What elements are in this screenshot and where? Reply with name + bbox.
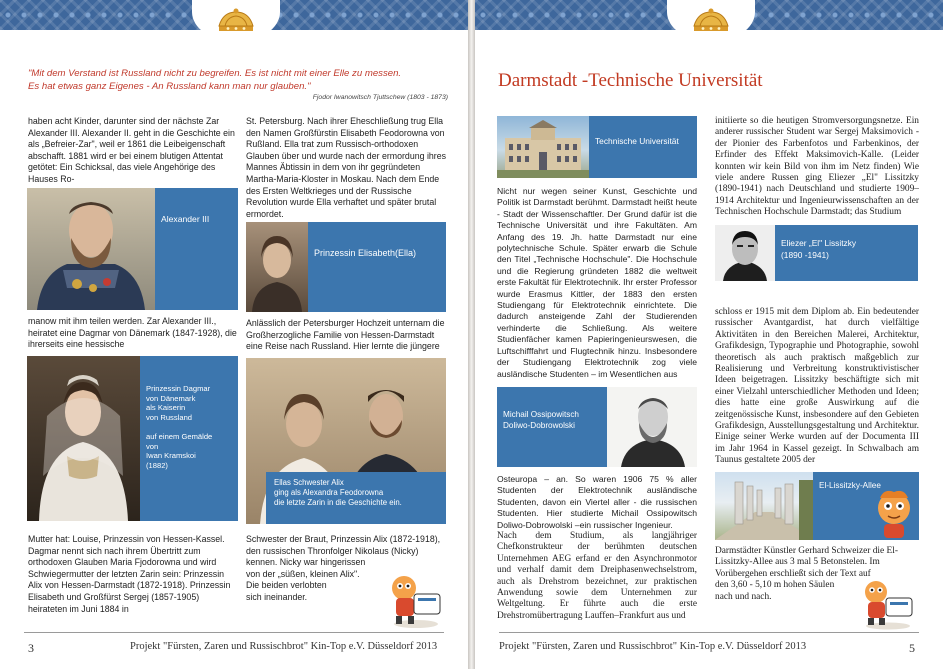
ossipowitsch-caption (497, 387, 607, 467)
left-col1-top-text (28, 116, 238, 186)
quote-line-2: Es hat etwas ganz Eigenes - An Russland kann man nur glauben." (28, 81, 311, 92)
tu-building-photo (497, 116, 589, 178)
alix-figure (246, 358, 446, 524)
alix-caption (266, 472, 446, 524)
right-col2-bottom-paragraph-1: Darmstädter Künstler Gerhard Schweizer die El-Lissitzky-Allee aus 3 mal 5 Betonstelen. Im Vorübergehen erschließt sich der Text auf (715, 546, 899, 579)
elisabeth-figure (246, 222, 446, 312)
right-col1-bottom-text (497, 474, 697, 531)
page-title: Darmstadt -Technische Universität (498, 70, 763, 91)
tu-figure (497, 116, 697, 178)
book-spine (468, 0, 475, 669)
lissitzky-portrait (715, 225, 775, 281)
lissitzky-caption (775, 225, 862, 281)
right-col2-bottom-paragraph-2: den 3,60 - 5,10 m hohen Säulen (715, 580, 835, 591)
lissitzky-figure (715, 225, 918, 281)
cartoon-mascot-icon (858, 576, 920, 630)
dagmar-caption-line: Prinzessin Dagmar (146, 384, 211, 393)
left-col1-bottom-paragraph: Mutter hat: Louise, Prinzessin von Hessen-Kassel. Dagmar nennt sich nach ihrem Übertritt zum orthodoxen Glauben Maria Fjodorowna und wird Schwiegermutter der letzten Zarin sein: Prinzessin Alix von Hessen-Darmstadt (1872-1918). Prinzessin Elisabeth und Großfürst Sergej (1857-1905) heirateten im Juni 1884 in (28, 534, 231, 614)
alix-caption-line: die letzte Zarin in die Geschichte ein. (274, 498, 402, 507)
ossipowitsch-caption-line: Doliwo-Dobrowolski (503, 421, 575, 430)
alexander-caption: Alexander III (161, 214, 210, 224)
footer-text: Projekt "Fürsten, Zaren und Russischbrot" Kin-Top e.V. Düsseldorf 2013 (130, 641, 438, 652)
crown-emblem (192, 0, 280, 42)
dagmar-caption-line: auf einem Gemälde (146, 431, 213, 441)
allee-caption: El-Lissitzky-Allee (819, 481, 881, 490)
dagmar-caption-line: als Kaiserin (146, 403, 186, 413)
alix-caption-line: ging als Alexandra Feodorowna (274, 488, 384, 497)
right-col1-bottom-serif-paragraph: Nach dem Studium, als langjähriger Chefkonstrukteur der berühmten deutschen Unternehmen AEG erfand er den Asynchronmotor und verhalf damit dem Dreiphasenwechselstrom, auch als Drehstrom bezeichnet, zur praktischen Anwendung sowie dem Unternehmen zur Weltgeltung. Er führte auch die erste Drehstromübertragung Lauffen–Frankfurt aus und (497, 531, 697, 621)
dagmar-caption-line: (1882) (146, 460, 168, 470)
crown-emblem (667, 0, 755, 42)
right-footer (499, 632, 919, 656)
right-col1-top-paragraph: Nicht nur wegen seiner Kunst, Geschichte und Politik ist Darmstadt berühmt. Darmstadt heißt heute - Stadt der Wissenschaftler. Der Grund dafür ist die Technische Universität und ihre Fakultäten. Am Anfang des 19. Jh. hatte Darmstadt nur eine polytechnische Schule. Später erwarb die Schule den Titel „Technische Hochschule". Die Hochschule und die Regierung gründeten 1882 die weltweit erste Fakultät für Elektrotechnik. Ihr erster Professor wurde Erasmus Kittler, der 1883 den ersten Studiengang für Elektrotechnik einrichtete. Die dadurch ansteigende Zahl der Studierenden verhinderte die Schließung. Als weitere Studienfächer kamen Papieringenieurswesen, die Luftschifffahrt und Flugtechnik hinzu. Insbesondere der Studiengang Elektrotechnik zog viele ausländische Studenten – im Wesentlichen aus (497, 186, 697, 379)
dagmar-figure (27, 356, 238, 521)
right-col2-bottom-paragraph-3: nach und nach. (715, 591, 772, 602)
alix-caption-line: Ellas Schwester Alix (274, 478, 344, 487)
left-col2-bottom-paragraph-1: Schwester der Braut, Prinzessin Alix (1872-1918), den russischen Thronfolger Nikolaus (Nicky) kennen. Nicky war hingerissen (246, 534, 441, 568)
crown-icon (213, 8, 259, 34)
allee-photo (715, 472, 813, 540)
left-col2-mid-text (246, 318, 446, 353)
alexander-figure (27, 188, 238, 310)
quote-line-1: "Mit dem Verstand ist Russland nicht zu begreifen. Es ist nicht mit einer Elle zu messen. (28, 68, 402, 79)
left-col2-bottom-paragraph-3: Die beiden verlobten (246, 580, 327, 591)
dagmar-caption (140, 356, 218, 521)
right-col1-bottom-paragraph: Osteuropa – an. So waren 1906 75 % aller Studenten der Elektrotechnik ausländische Studenten, davon ein Viertel aller - die russischen Studenten. Hier studierte Michail Ossipowitsch Doliwo-Dobrowolski –ein russischer Ingenieur. (497, 474, 697, 530)
dagmar-portrait (27, 356, 140, 521)
elisabeth-portrait (246, 222, 308, 312)
right-col2-mid-text (715, 307, 919, 467)
right-col1-bottom-serif-text (497, 531, 697, 622)
right-col1-top-text (497, 186, 697, 380)
ossipowitsch-figure (497, 387, 697, 467)
tu-caption: Technische Universität (595, 136, 679, 146)
alexander-portrait (27, 188, 155, 310)
left-col1-mid-text (28, 316, 238, 351)
elisabeth-caption: Prinzessin Elisabeth(Ella) (314, 248, 417, 258)
left-col2-bottom-paragraph-4: sich ineinander. (246, 591, 308, 602)
left-col2-mid-paragraph: Anlässlich der Petersburger Hochzeit unternam die Großherzogliche Familie von Hessen-Darmstadt eine Reise nach Russland. Hier lernte die jüngere (246, 318, 445, 352)
cartoon-mascot-icon (384, 572, 448, 630)
dagmar-caption-spacer (146, 422, 212, 432)
ossipowitsch-portrait (607, 387, 697, 467)
dagmar-caption-line: Iwan Kramskoi (146, 451, 196, 461)
footer-text: Projekt "Fürsten, Zaren und Russischbrot" Kin-Top e.V. Düsseldorf 2013 (499, 641, 807, 652)
lissitzky-caption-line: Eliezer „El" Lissitzky (781, 238, 857, 248)
cartoon-mascot-icon (870, 488, 918, 540)
left-col1-bottom-text (28, 534, 238, 615)
left-footer (24, 632, 444, 656)
page-number: 5 (909, 641, 915, 655)
crown-icon (688, 8, 734, 34)
right-col2-top-paragraph: initiierte so die heutigen Stromversorgungsnetze. Ein anderer russischer Student war Sergej Maksimovich - der Pionier des Farbenfotos und Farbenkinos, der Erfinder des Effekt Maksimovich-Kalle. (Leider konnten wir kein Bild von ihm im Netz finden) Wie viele andere Russen ging Eliezer „El" Lissitzky (1890-1941) nach Deutschland und studierte 1909–1914 Architektur und Ingenieurwissenschaften an der Technischen Hochschule Darmstadt; das Studium (715, 116, 919, 218)
right-col2-top-text (715, 116, 919, 219)
left-col2-bottom-paragraph-2: von der „süßen, kleinen Alix". (246, 568, 360, 579)
left-col1-top-paragraph: haben acht Kinder, darunter sind der nächste Zar Alexander III. Alexander II. geht in die Geschichte ein als „Befreier-Zar", weil er 1861 die Leibeigenschaft abschafft. 1881 wird er bei einem blutigen Attentat getötet: Ein Schicksal, das viele Angehörige des Hauses Ro- (28, 116, 235, 184)
dagmar-caption-line: von Russland (146, 412, 193, 422)
dagmar-caption-line: von (146, 441, 159, 451)
ossipowitsch-caption-line: Michail Ossipowitsch (503, 410, 579, 419)
quote-author: Fjodor Iwanowitsch Tjuttschew (1803 - 1873) (312, 94, 448, 101)
dagmar-caption-line: von Dänemark (146, 393, 196, 403)
lissitzky-caption-line: (1890 -1941) (781, 250, 829, 260)
right-col2-mid-paragraph: schloss er 1915 mit dem Diplom ab. Ein bedeutender russischer Avantgardist, hat durch vielfältige Aktivitäten in den Bereichen Malerei, Architektur, Grafikdesign, Typographie und Photographie, sowohl theoretisch als auch praktisch maßgeblich zur Realisierung und Verbreitung konstruktivistischer Ideen beigetragen. Lissitzky beschäftigte sich mit einer Vielzahl unterschiedlicher Methoden und Ideen; dies hatte eine große Auswirkung auf die zeitgenössische Kunst, insbesondere auf den Gebieten Grafikdesign, Ausstellungsgestaltung und Architektur. Einige seiner Werke wurden auf der Documenta III im Jahr 1964 in Kassel gezeigt. In Schwalbach am Taunus gestaltete 2005 der (715, 307, 919, 466)
left-col1-mid-paragraph: manow mit ihm teilen werden. Zar Alexander III., heiratet eine Dagmar von Dänemark (1847-1928), die ihrerseits eine hessische (28, 316, 237, 350)
left-page (0, 0, 468, 669)
left-col2-top-text (246, 116, 446, 220)
page-number: 3 (28, 641, 34, 655)
epigraph-quote (28, 67, 448, 93)
left-col2-top-paragraph: St. Petersburg. Nach ihrer Eheschließung trug Ella den Namen Großfürstin Elisabeth Feodorowna von Rußland. Ella trat zum Russisch-orthodoxen Glauben über und wurde nach der ermordung ihres Mannes Äbtissin in dem von ihr gegründeten Martha-Maria-Kloster in Moskau. Nach dem Ende des Ersten Weltkrieges und der Russische Revolution wurde Ella verhaftet und später brutal ermordet. (246, 116, 447, 219)
